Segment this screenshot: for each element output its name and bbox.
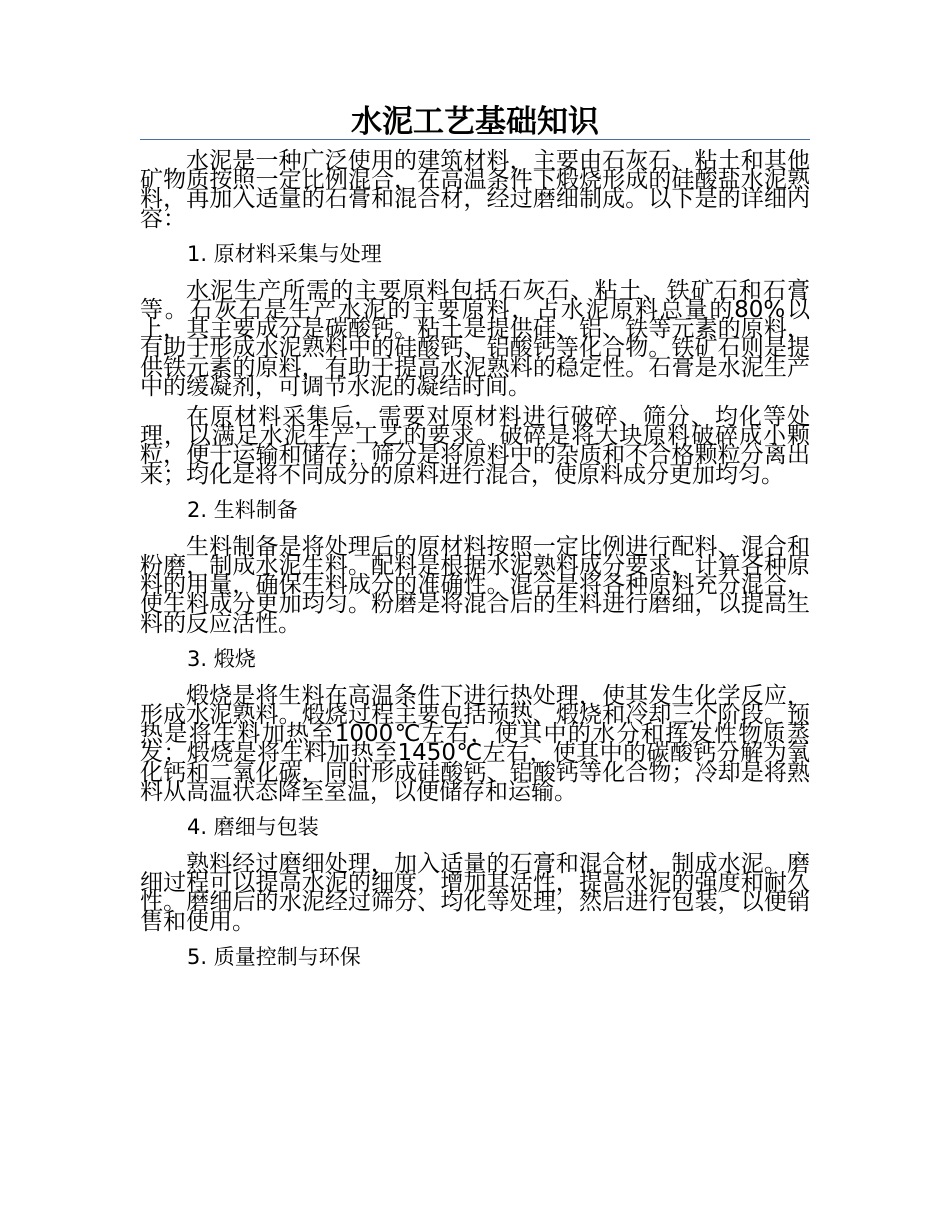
- document-body: [140, 148, 810, 985]
- section-2-paragraph-1: 生料制备是将处理后的原材料按照一定比例进行配料、混合和粉磨，制成水泥生料。配料是根据水泥熟料成分要求，计算各种原料的用量，确保生料成分的准确性。混合是将各种原料充分混合，使生料成分更加均匀。粉磨是将混合后的生料进行磨细，以提高生料的反应活性。: [140, 533, 810, 637]
- title-underline: [140, 139, 810, 140]
- section-heading-5: 5. 质量控制与环保: [187, 944, 361, 969]
- section-heading-1: 1. 原材料采集与处理: [187, 241, 382, 266]
- section-heading-4: 4. 磨细与包装: [187, 815, 319, 840]
- section-3-paragraph-1: 煅烧是将生料在高温条件下进行热处理，使其发生化学反应，形成水泥熟料。煅烧过程主要包括预热、煅烧和冷却三个阶段。预热是将生料加热至1000℃左右，使其中的水分和挥发性物质蒸发；煅烧是将生料加热至1450℃左右，使其中的碳酸钙分解为氧化钙和二氧化碳，同时形成硅酸钙、铝酸钙等化合物；冷却是将熟料从高温状态降至室温，以便储存和运输。: [140, 682, 810, 805]
- section-1-paragraph-2: 在原材料采集后，需要对原材料进行破碎、筛分、均化等处理，以满足水泥生产工艺的要求。破碎是将大块原料破碎成小颗粒，便于运输和储存；筛分是将原料中的杂质和不合格颗粒分离出来；均化是将不同成分的原料进行混合，使原料成分更加均匀。: [140, 404, 810, 488]
- section-1-paragraph-1: 水泥生产所需的主要原料包括石灰石、粘土、铁矿石和石膏等。石灰石是生产水泥的主要原料，占水泥原料总量的80%以上，其主要成分是碳酸钙。粘土是提供硅、铝、铁等元素的原料，有助于形成水泥熟料中的硅酸钙、铝酸钙等化合物。铁矿石则是提供铁元素的原料，有助于提高水泥熟料的稳定性。石膏是水泥生产中的缓凝剂，可调节水泥的凝结时间。: [140, 277, 810, 400]
- section-4-paragraph-1: 熟料经过磨细处理，加入适量的石膏和混合材，制成水泥。磨细过程可以提高水泥的细度，增加其活性，提高水泥的强度和耐久性。磨细后的水泥经过筛分、均化等处理，然后进行包装，以便销售和使用。: [140, 851, 810, 935]
- section-heading-2: 2. 生料制备: [187, 497, 298, 522]
- intro-paragraph: 水泥是一种广泛使用的建筑材料，主要由石灰石、粘土和其他矿物质按照一定比例混合，在高温条件下煅烧形成的硅酸盐水泥熟料，再加入适量的石膏和混合材，经过磨细制成。以下是的详细内容：: [140, 148, 810, 232]
- section-heading-3: 3. 煅烧: [187, 646, 256, 671]
- document-title: 水泥工艺基础知识: [351, 104, 599, 140]
